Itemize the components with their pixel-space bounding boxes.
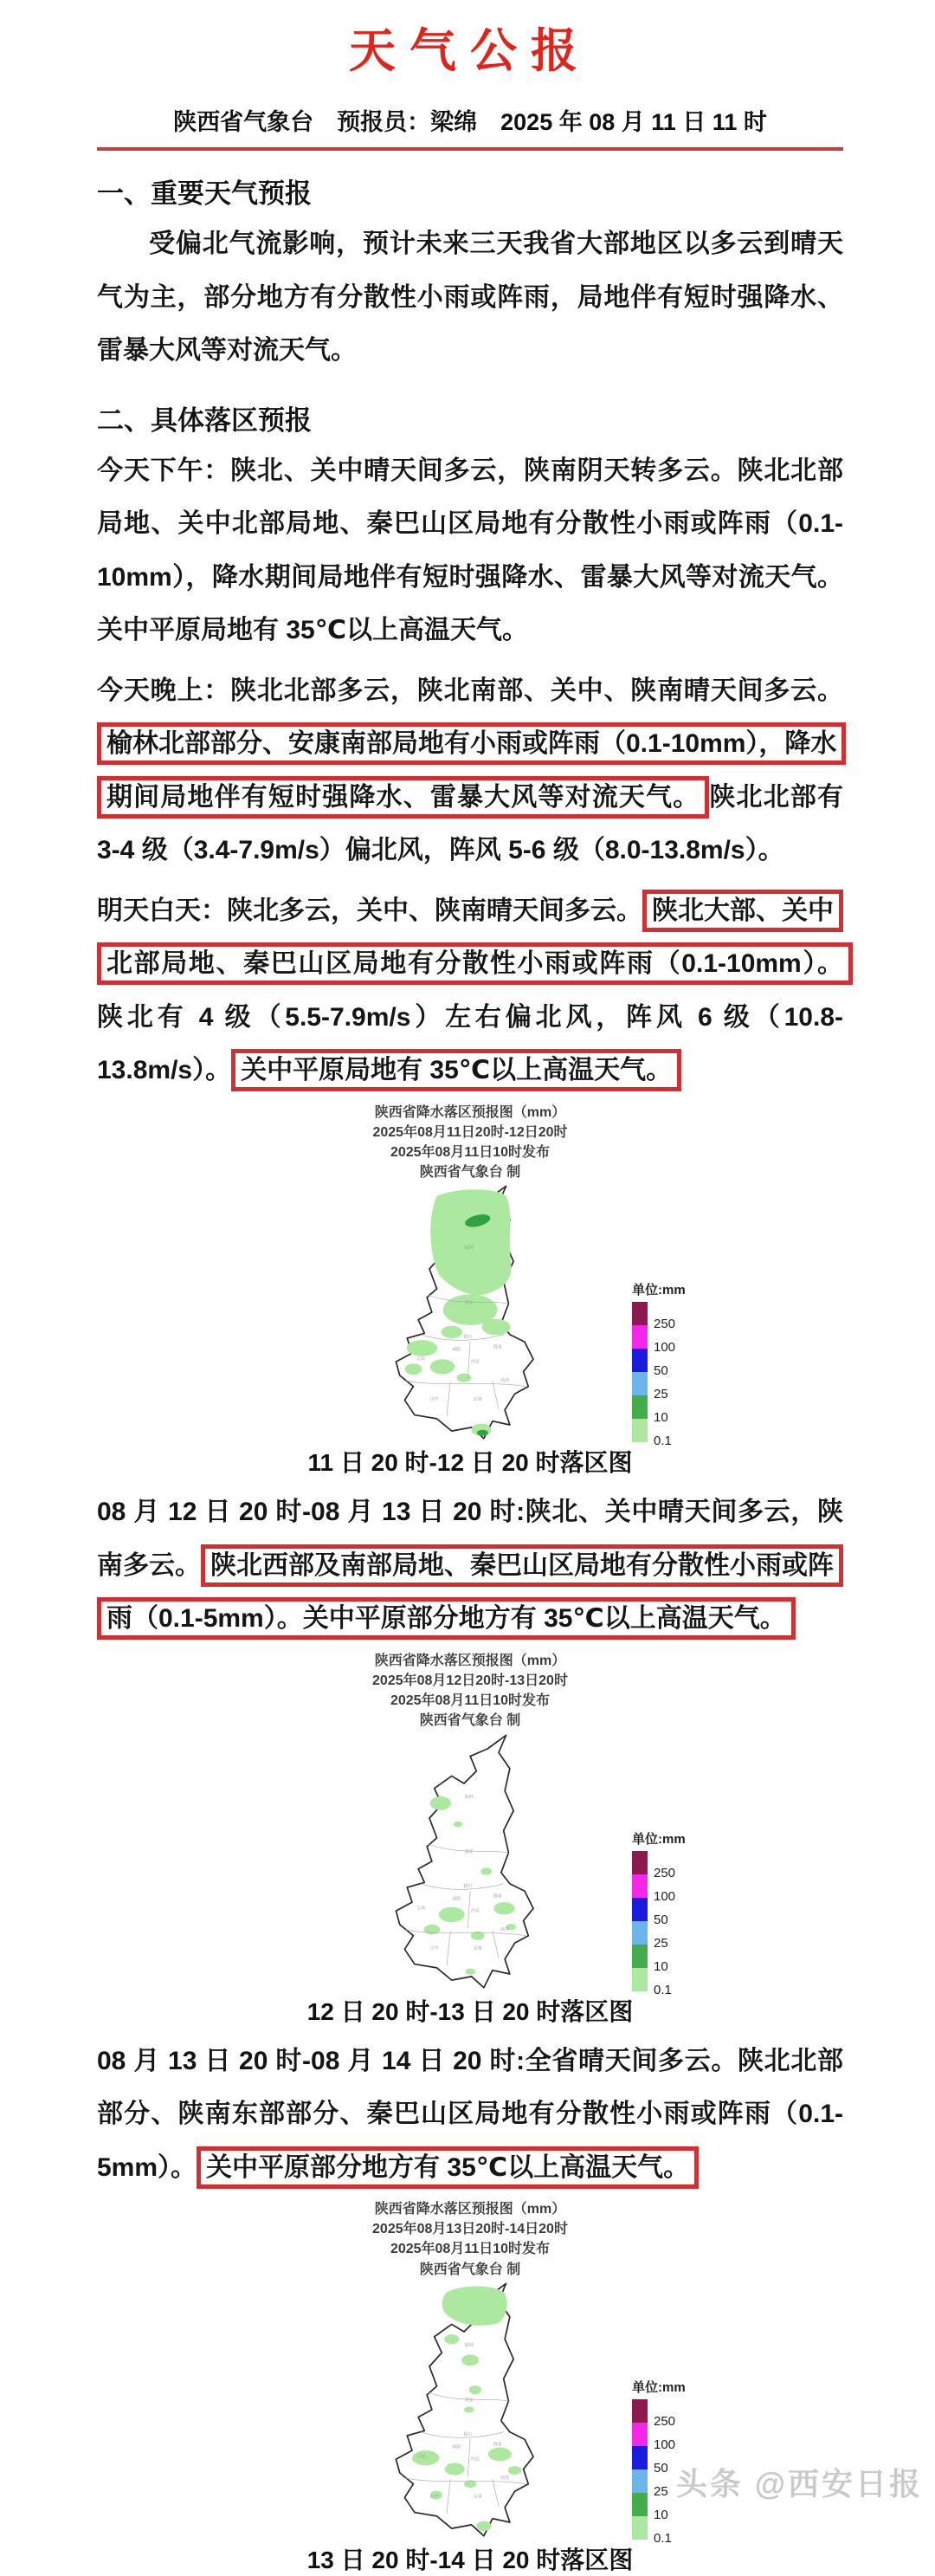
- section-heading-1: 一、重要天气预报: [97, 178, 312, 209]
- legend-color: [632, 2446, 648, 2469]
- legend-label: 25: [654, 2483, 668, 2499]
- map-header-line: 2025年08月11日10时发布: [390, 1693, 551, 1709]
- svg-text:渭南: 渭南: [493, 2442, 502, 2448]
- legend-color: [632, 1921, 648, 1945]
- svg-text:延安: 延安: [464, 1848, 474, 1854]
- map-header-line: 2025年08月11日20时-12日20时: [372, 1124, 568, 1140]
- legend-color: [632, 2399, 648, 2423]
- svg-text:咸阳: 咸阳: [452, 2444, 461, 2450]
- map-header: [97, 1651, 843, 1731]
- legend-title: 单位:mm: [632, 1831, 686, 1847]
- province-outline: [396, 1735, 533, 1987]
- map-header-line: 陕西省降水落区预报图（mm）: [374, 1653, 566, 1668]
- legend-label: 25: [654, 1935, 668, 1951]
- text-segment: 今天晚上：陕北北部多云，陕北南部、关中、陕南晴天间多云。: [97, 676, 843, 705]
- svg-text:渭南: 渭南: [493, 1344, 502, 1350]
- svg-text:商洛: 商洛: [500, 2475, 509, 2481]
- paragraph-tonight: [97, 664, 843, 877]
- map-caption: 11 日 20 时-12 日 20 时落区图: [307, 1449, 633, 1477]
- legend-title: 单位:mm: [632, 2379, 686, 2395]
- map-legend: [632, 2378, 715, 2546]
- map-header-line: 陕西省气象台 制: [419, 2262, 521, 2277]
- svg-text:咸阳: 咸阳: [452, 1347, 461, 1353]
- map-header-line: 陕西省降水落区预报图（mm）: [374, 1104, 566, 1120]
- legend-label: 100: [654, 1888, 676, 1904]
- legend-color: [632, 1898, 648, 1921]
- text-segment: 陕北有 4 级（5.5-7.9m/s）左右偏北风，阵风 6 级（10.8-13.8m/s）。: [97, 1002, 843, 1084]
- watermark-xian-daily: 头条 @西安日报: [675, 2466, 923, 2502]
- map-header-line: 2025年08月11日10时发布: [390, 1144, 551, 1160]
- map-header-line: 陕西省气象台 制: [419, 1165, 521, 1181]
- highlight-box: 榆林北部部分、安康南部局地有小雨或阵雨（0.1-10mm），降水期间局地伴有短时强降水、雷暴大风等对流天气。: [97, 722, 846, 819]
- highlight-box: 陕北大部、关中北部局地、秦巴山区局地有分散性小雨或阵雨（0.1-10mm）。: [97, 890, 853, 986]
- svg-text:铜川: 铜川: [463, 1883, 473, 1889]
- svg-text:商洛: 商洛: [500, 1926, 509, 1932]
- legend-color: [632, 1302, 648, 1325]
- map-header-line: 陕西省降水落区预报图（mm）: [374, 2202, 566, 2217]
- svg-text:延安: 延安: [464, 1300, 474, 1306]
- figure-precip-map-day3: [97, 2199, 843, 2576]
- legend-color: [632, 1395, 648, 1419]
- paragraph-day2: [97, 1485, 843, 1646]
- figure-precip-map-day2: [97, 1651, 843, 2028]
- legend-color: [632, 2516, 648, 2540]
- legend-color: [632, 1968, 648, 1991]
- highlight-box: 关中平原部分地方有 35℃以上高温天气。: [197, 2146, 699, 2189]
- map-legend: [632, 1280, 715, 1449]
- text-segment: 陕北北部有 3-4 级（3.4-7.9m/s）偏北风，阵风 5-6 级（8.0-13.8m/s）。: [97, 782, 844, 864]
- section-heading-2: 二、具体落区预报: [97, 405, 312, 436]
- text-segment: 08 月 13 日 20 时-08 月 14 日 20 时:全省晴天间多云。陕北北部部分、陕南东部部分、秦巴山区局地有分散性小雨或阵雨（0.1-5mm）。: [97, 2046, 843, 2182]
- map-area: [97, 1731, 843, 1991]
- text-segment: 明天白天：陕北多云，关中、陕南晴天间多云。: [97, 896, 642, 925]
- svg-text:商洛: 商洛: [500, 1378, 509, 1384]
- map-header-line: 2025年08月12日20时-13日20时: [372, 1673, 568, 1688]
- legend-label: 0.1: [654, 1982, 672, 1997]
- map-header-line: 陕西省气象台 制: [419, 1713, 521, 1729]
- legend-label: 250: [654, 1317, 676, 1332]
- highlight-box: 陕北西部及南部局地、秦巴山区局地有分散性小雨或阵雨（0.1-5mm）。关中平原部分地方有 35℃以上高温天气。: [97, 1544, 843, 1641]
- paragraph-day3: [97, 2035, 843, 2195]
- map-header: [97, 1103, 843, 1183]
- legend-color: [632, 1419, 648, 1442]
- legend-color: [632, 1851, 648, 1874]
- legend-color: [632, 1349, 648, 1372]
- legend-label: 25: [654, 1387, 668, 1402]
- legend-label: 0.1: [654, 2530, 672, 2546]
- legend-label: 50: [654, 2460, 668, 2476]
- svg-text:汉中: 汉中: [429, 1396, 439, 1402]
- legend-label: 50: [654, 1363, 668, 1379]
- svg-text:西安: 西安: [470, 2456, 480, 2463]
- svg-text:西安: 西安: [470, 1908, 480, 1914]
- map-legend: [632, 1829, 715, 1997]
- text-segment: 08 月 12 日 20 时-08 月 13 日 20 时:陕北、关中晴天间多云，陕南多云。: [97, 1498, 843, 1580]
- svg-text:渭南: 渭南: [493, 1893, 502, 1899]
- legend-color: [632, 2469, 648, 2493]
- legend-color: [632, 2493, 648, 2516]
- legend-label: 250: [654, 2413, 676, 2429]
- svg-text:安康: 安康: [473, 1945, 482, 1951]
- shaanxi-map-day1: [377, 1182, 563, 1442]
- legend-color: [632, 1372, 648, 1395]
- svg-text:咸阳: 咸阳: [452, 1895, 461, 1901]
- paragraph-today-afternoon: 今天下午：陕北、关中晴天间多云，陕南阴天转多云。陕北北部局地、关中北部局地、秦巴山区局地有分散性小雨或阵雨（0.1-10mm），降水期间局地伴有短时强降水、雷暴大风等对流天气。关中平原局地有 35℃以上高温天气。: [97, 456, 843, 644]
- svg-text:铜川: 铜川: [463, 2431, 473, 2437]
- legend-colorbar: [632, 2399, 676, 2546]
- svg-text:宝鸡: 宝鸡: [416, 2454, 425, 2460]
- svg-text:榆林: 榆林: [464, 1246, 474, 1252]
- map-caption: 13 日 20 时-14 日 20 时落区图: [306, 2546, 634, 2573]
- paragraph-overview: 受偏北气流影响，预计未来三天我省大部地区以多云到晴天气为主，部分地方有分散性小雨或阵雨，局地伴有短时强降水、雷暴大风等对流天气。: [97, 230, 843, 365]
- svg-text:榆林: 榆林: [464, 1794, 474, 1800]
- highlight-box: 关中平原局地有 35℃以上高温天气。: [231, 1049, 681, 1091]
- legend-label: 10: [654, 1958, 668, 1974]
- shaanxi-map-day3: [377, 2280, 563, 2540]
- map-header: [97, 2199, 843, 2280]
- legend-colorbar: [632, 1302, 676, 1449]
- legend-color: [632, 2423, 648, 2446]
- legend-title: 单位:mm: [632, 1283, 686, 1298]
- legend-label: 10: [654, 2507, 668, 2522]
- legend-label: 250: [654, 1865, 676, 1880]
- svg-text:西安: 西安: [470, 1359, 480, 1365]
- figure-precip-map-day1: [97, 1103, 843, 1479]
- legend-label: 100: [654, 2437, 676, 2452]
- map-header-line: 2025年08月11日10时发布: [390, 2242, 551, 2257]
- paragraph-tomorrow-day: [97, 884, 843, 1097]
- map-area: [97, 1182, 843, 1442]
- svg-text:汉中: 汉中: [429, 2494, 439, 2500]
- legend-label: 100: [654, 1340, 676, 1356]
- legend-color: [632, 1945, 648, 1968]
- svg-text:宝鸡: 宝鸡: [416, 1356, 425, 1362]
- shaanxi-map-day2: [377, 1731, 563, 1991]
- byline: 陕西省气象台 预报员：梁绵 2025 年 08 月 11 日 11 时: [97, 103, 843, 151]
- svg-text:汉中: 汉中: [429, 1945, 439, 1951]
- svg-text:安康: 安康: [473, 1396, 482, 1402]
- legend-label: 0.1: [654, 1434, 672, 1449]
- svg-text:延安: 延安: [464, 2397, 474, 2403]
- svg-text:安康: 安康: [473, 2494, 482, 2500]
- svg-text:宝鸡: 宝鸡: [416, 1906, 425, 1912]
- map-caption: 12 日 20 时-13 日 20 时落区图: [306, 1997, 634, 2025]
- legend-label: 10: [654, 1410, 668, 1426]
- page-title: 天气公报: [349, 25, 591, 77]
- svg-text:榆林: 榆林: [464, 2342, 474, 2348]
- legend-colorbar: [632, 1851, 676, 1997]
- legend-color: [632, 1874, 648, 1898]
- legend-color: [632, 1325, 648, 1349]
- legend-label: 50: [654, 1912, 668, 1927]
- svg-text:铜川: 铜川: [463, 1335, 473, 1341]
- map-header-line: 2025年08月13日20时-14日20时: [372, 2222, 568, 2237]
